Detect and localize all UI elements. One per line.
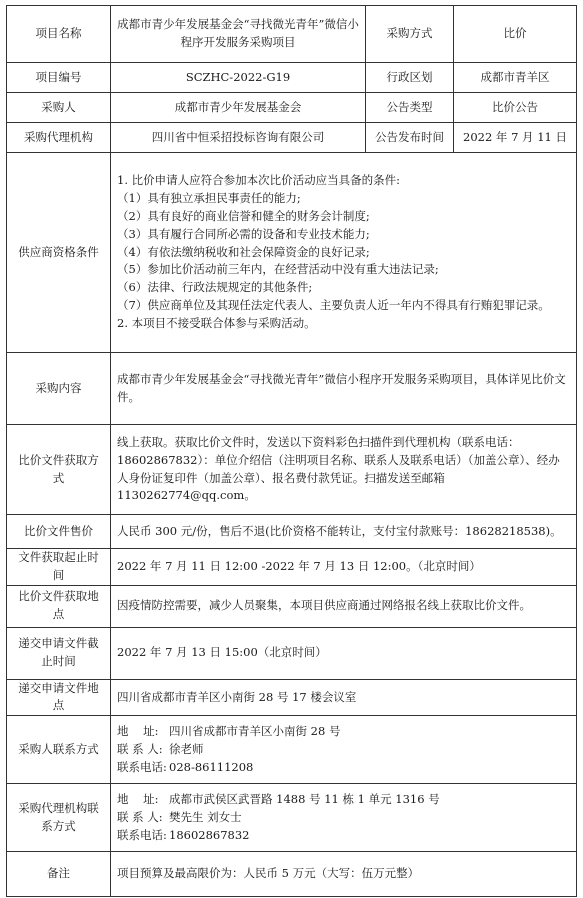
qualification-list [111,153,577,353]
agency-value: 四川省中恒采招投标咨询有限公司 [111,123,366,153]
purchaser-person: 徐老师 [169,741,204,756]
row-remark [7,852,577,897]
qualification-item: （6）法律、行政法规规定的其他条件; [117,280,313,295]
purchaser-contact-block [111,716,577,784]
agency-phone: 18602867832 [169,827,250,842]
agency-label: 采购代理机构 [7,123,111,153]
row-obtain-method [7,425,577,515]
qualification-item: （3）具有履行合同所必需的设备和专业技术能力; [117,226,370,241]
agency-address-line [117,791,570,809]
obtain-place-label: 比价文件获取地点 [7,585,111,627]
row-purchaser [7,93,577,123]
content-label: 采购内容 [7,353,111,425]
agency-person: 樊先生 刘女士 [169,809,242,824]
purchaser-value: 成都市青少年发展基金会 [111,93,366,123]
remark-label: 备注 [7,852,111,897]
address-key: 地 址: [117,792,159,807]
row-purchaser-contact [7,716,577,784]
person-key: 联 系 人: [117,809,163,824]
qualification-item: （7）供应商单位及其现任法定代表人、主要负责人近一年内不得具有行贿犯罪记录。 [117,298,550,313]
qualification-item: 1. 比价申请人应符合参加本次比价活动应当具备的条件: [117,173,400,188]
purchaser-phone-line [117,759,570,777]
project-name-label: 项目名称 [7,6,111,63]
row-submit-place [7,679,577,716]
publish-time-value: 2022 年 7 月 11 日 [454,123,577,153]
phone-key: 联系电话: [117,759,167,774]
row-obtain-place [7,585,577,627]
qualification-item: 2. 本项目不接受联合体参与采购活动。 [117,315,316,330]
remark-value: 项目预算及最高限价为：人民币 5 万元（大写：伍万元整） [111,852,577,897]
row-price [7,515,577,549]
purchaser-label: 采购人 [7,93,111,123]
agency-contact-label: 采购代理机构联系方式 [7,784,111,852]
project-no-label: 项目编号 [7,63,111,93]
price-value: 人民币 300 元/份，售后不退(比价资格不能转让，支付宝付款账号：18628218538)。 [111,515,577,549]
deadline-label: 递交申请文件截止时间 [7,627,111,679]
agency-contact-block [111,784,577,852]
submit-place-label: 递交申请文件地点 [7,679,111,716]
obtain-method-value: 线上获取。获取比价文件时，发送以下资料彩色扫描件到代理机构（联系电话：18602867832）：单位介绍信（注明项目名称、联系人及联系电话）（加盖公章）、经办人身份证复印件（加盖公章）、报名费付款凭证。扫描发送至邮箱1130262774@qq.com。 [111,425,577,515]
qualification-item: （1）具有独立承担民事责任的能力; [117,191,301,206]
project-no-value: SCZHC-2022-G19 [111,63,366,93]
obtain-time-value: 2022 年 7 月 11 日 12:00 -2022 年 7 月 13 日 12:00。（北京时间） [111,549,577,586]
notice-type-label: 公告类型 [366,93,454,123]
notice-type-value: 比价公告 [454,93,577,123]
agency-address: 成都市武侯区武晋路 1488 号 11 栋 1 单元 1316 号 [169,792,440,807]
purchase-method-value: 比价 [454,6,577,63]
agency-person-line [117,809,570,827]
procurement-notice-table [6,5,577,897]
qualification-item: （4）有依法缴纳税收和社会保障资金的良好记录; [117,244,370,259]
district-value: 成都市青羊区 [454,63,577,93]
content-value: 成都市青少年发展基金会“寻找微光青年”微信小程序开发服务采购项目，具体详见比价文件。 [111,353,577,425]
purchase-method-label: 采购方式 [366,6,454,63]
purchaser-address: 四川省成都市青羊区小南街 28 号 [169,724,341,739]
person-key: 联 系 人: [117,741,163,756]
obtain-place-value: 因疫情防控需要，减少人员聚集，本项目供应商通过网络报名线上获取比价文件。 [111,585,577,627]
row-project-name [7,6,577,63]
row-content [7,353,577,425]
purchaser-person-line [117,741,570,759]
obtain-method-label: 比价文件获取方式 [7,425,111,515]
row-agency-contact [7,784,577,852]
address-key: 地 址: [117,724,159,739]
row-project-no [7,63,577,93]
row-agency [7,123,577,153]
purchaser-phone: 028-86111208 [169,759,254,774]
obtain-time-label: 文件获取起止时间 [7,549,111,586]
agency-phone-line [117,827,570,845]
price-label: 比价文件售价 [7,515,111,549]
qualification-item: （2）具有良好的商业信誉和健全的财务会计制度; [117,208,370,223]
project-name-value: 成都市青少年发展基金会“寻找微光青年”微信小程序开发服务采购项目 [111,6,366,63]
qualification-label: 供应商资格条件 [7,153,111,353]
deadline-value: 2022 年 7 月 13 日 15:00（北京时间） [111,627,577,679]
phone-key: 联系电话: [117,827,167,842]
row-deadline [7,627,577,679]
publish-time-label: 公告发布时间 [366,123,454,153]
district-label: 行政区划 [366,63,454,93]
purchaser-address-line [117,723,570,741]
submit-place-value: 四川省成都市青羊区小南街 28 号 17 楼会议室 [111,679,577,716]
row-qualification [7,153,577,353]
row-obtain-time [7,549,577,586]
qualification-item: （5）参加比价活动前三年内，在经营活动中没有重大违法记录; [117,262,439,277]
purchaser-contact-label: 采购人联系方式 [7,716,111,784]
